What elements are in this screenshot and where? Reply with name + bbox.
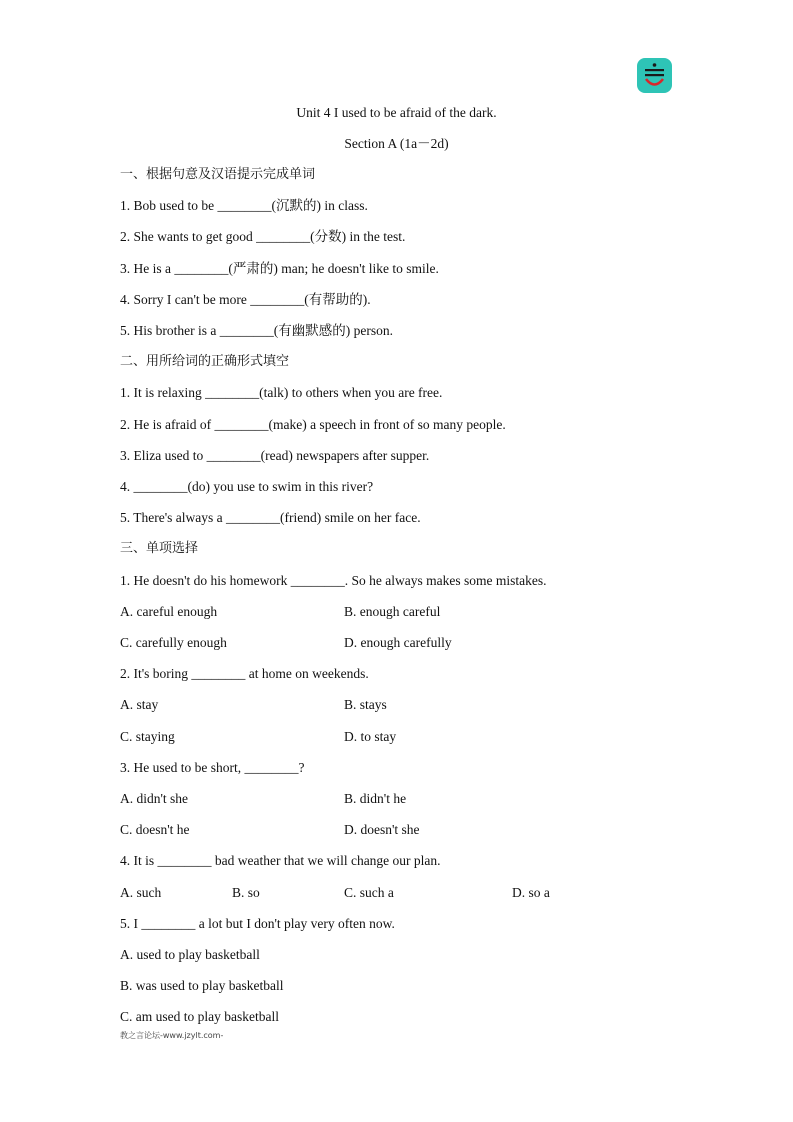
book-logo-icon (637, 58, 672, 93)
question-2-2: 2. He is afraid of ________(make) a speech in front of so many people. (120, 417, 506, 432)
mc-question-2-stem: 2. It's boring ________ at home on weekends. (120, 666, 369, 681)
section-heading-1: 一、根据句意及汉语提示完成单词 (120, 167, 316, 182)
question-1-5: 5. His brother is a ________(有幽默感的) person. (120, 323, 393, 338)
mc-option: B. enough careful (344, 604, 441, 619)
mc-option: C. am used to play basketball (120, 1009, 279, 1024)
mc-question-5-stem: 5. I ________ a lot but I don't play very often now. (120, 916, 395, 931)
question-1-1: 1. Bob used to be ________(沉默的) in class. (120, 198, 368, 213)
question-1-3: 3. He is a ________(严肃的) man; he doesn't like to smile. (120, 261, 439, 276)
question-2-5: 5. There's always a ________(friend) smile on her face. (120, 510, 421, 525)
mc-option: D. doesn't she (344, 822, 420, 837)
mc-option: D. to stay (344, 729, 397, 744)
page-title: Unit 4 I used to be afraid of the dark. (296, 105, 497, 120)
mc-option: B. stays (344, 697, 387, 712)
mc-option: B. didn't he (344, 791, 407, 806)
question-2-3: 3. Eliza used to ________(read) newspapers after supper. (120, 448, 430, 463)
mc-option: C. carefully enough (120, 635, 227, 650)
mc-question-4-stem: 4. It is ________ bad weather that we will change our plan. (120, 853, 441, 868)
section-heading-3: 三、单项选择 (120, 541, 199, 556)
mc-option: A. careful enough (120, 604, 218, 619)
mc-option: C. doesn't he (120, 822, 190, 837)
mc-option: B. so (232, 885, 260, 900)
question-1-2: 2. She wants to get good ________(分数) in the test. (120, 229, 406, 244)
question-2-1: 1. It is relaxing ________(talk) to others when you are free. (120, 385, 443, 400)
page-subtitle: Section A (1a－2d) (344, 136, 449, 151)
question-1-4: 4. Sorry I can't be more ________(有帮助的). (120, 292, 371, 307)
mc-option: B. was used to play basketball (120, 978, 284, 993)
mc-option: A. such (120, 885, 162, 900)
mc-option: C. such a (344, 885, 394, 900)
mc-option: C. staying (120, 729, 175, 744)
mc-option: A. used to play basketball (120, 947, 260, 962)
mc-question-1-stem: 1. He doesn't do his homework ________. So he always makes some mistakes. (120, 573, 547, 588)
question-2-4: 4. ________(do) you use to swim in this river? (120, 479, 374, 494)
mc-option: D. enough carefully (344, 635, 452, 650)
section-heading-2: 二、用所给词的正确形式填空 (120, 354, 290, 369)
mc-question-3-stem: 3. He used to be short, ________? (120, 760, 305, 775)
mc-option: A. stay (120, 697, 159, 712)
footer-watermark: 教之言论坛-www.jzylt.com- (120, 1031, 224, 1040)
mc-option: A. didn't she (120, 791, 189, 806)
mc-option: D. so a (512, 885, 550, 900)
